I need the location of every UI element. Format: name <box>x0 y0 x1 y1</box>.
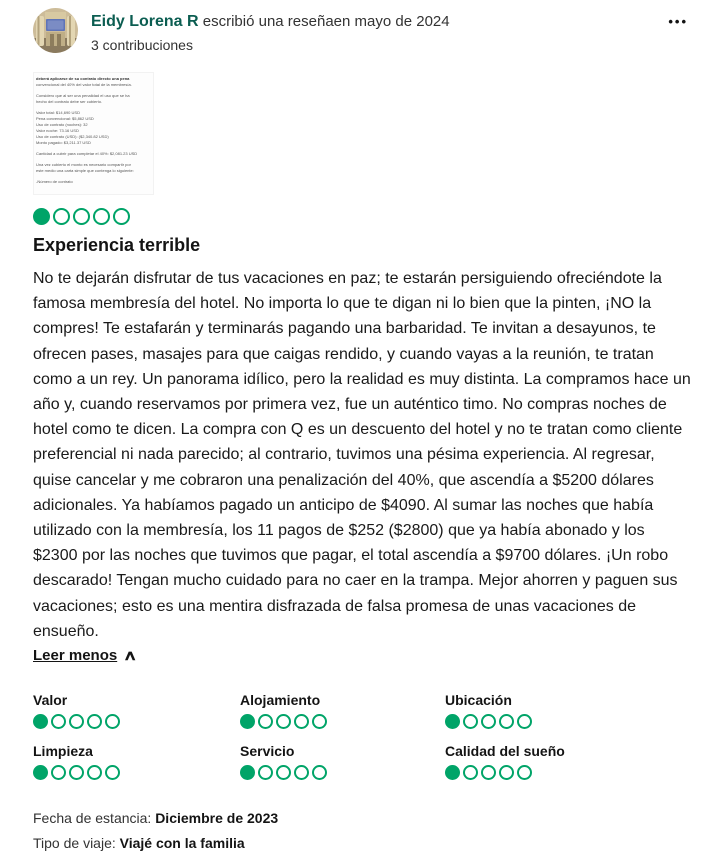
thumbnail-text-line: Una vez cubierto el monto es necesario compartir por <box>36 162 131 167</box>
bubble-empty <box>51 765 66 780</box>
thumbnail-text-line: este medio una carta simple que contenga lo siguiente: <box>36 168 134 173</box>
bubble-empty <box>294 714 309 729</box>
reviewer-name[interactable]: Eidy Lorena R <box>91 13 199 30</box>
subrating-bubbles <box>240 714 445 729</box>
bubble-empty <box>481 765 496 780</box>
bubble-filled <box>240 714 255 729</box>
subrating-label: Calidad del sueño <box>445 743 565 760</box>
subrating-label: Alojamiento <box>240 692 321 709</box>
subrating-bubbles <box>33 765 240 780</box>
detail-line <box>33 806 690 831</box>
subrating-limpieza <box>33 743 240 780</box>
read-less-link[interactable] <box>33 647 138 665</box>
bubble-empty <box>276 714 291 729</box>
thumbnail-text-line: Considero que al ser una penalidad el uso que se ha <box>36 93 130 98</box>
bubble-empty <box>105 765 120 780</box>
bubble-empty <box>73 208 90 225</box>
thumbnail-text-line: convencional del 40% del valor total de la membresía. <box>36 82 132 87</box>
bubble-empty <box>53 208 70 225</box>
subrating-bubbles <box>445 714 690 729</box>
bubble-empty <box>463 765 478 780</box>
thumbnail-text-line: -Número de contrato <box>36 179 73 184</box>
bubble-empty <box>87 765 102 780</box>
detail-line <box>33 831 690 856</box>
chevron-up-icon: ∧ <box>123 647 138 664</box>
subrating-label: Limpieza <box>33 743 93 760</box>
subrating-valor <box>33 692 240 729</box>
ellipsis-menu-icon[interactable]: ••• <box>668 14 688 29</box>
bubble-filled <box>33 765 48 780</box>
subrating-label: Valor <box>33 692 68 709</box>
bubble-empty <box>69 714 84 729</box>
subrating-ubicaci-n <box>445 692 690 729</box>
thumbnail-text-line: deberá aplicarse de su contrato directo una pena <box>36 76 130 81</box>
bubble-empty <box>87 714 102 729</box>
review-body-text: No te dejarán disfrutar de tus vacaciones en paz; te estarán persiguiendo ofreciéndote la famosa membresía del hotel. No importa lo que te digan ni lo bien que la pinten, ¡NO la compres! Te estafarán y terminarás pagando una barbaridad. Te invitan a desayunos, te ofrecen pases, masajes para que caigas rendido, y cuando vayas a la reunión, te tratan como a un rey. Un panorama idílico, pero la realidad es muy distinta. La compramos hace un año y, cuando reservamos por primera vez, fue un auténtico timo. No compras noches de hotel como te dicen. La compra con Q es un descuento del hotel y no te tratan como cliente preferencial ni nada parecido; al contrario, tuvimos una pésima experiencia. Al regresar, quise cancelar y me cobraron una penalización del 40%, que ascendía a $5200 dólares adicionales. Ya habíamos pagado un anticipo de $4090. Al sumar las noches que había utilizado con la membresía, los 11 pagos de $252 ($2800) que ya había abonado y los $2300 por las noches que tuvimos que pagar, el total ascendía a $9700 dólares. ¡Un robo descarado! Tengan mucho cuidado para no caer en la trampa. Mejor ahorren y paguen sus vacaciones; esto es una mentira disfrazada de falsa promesa de unas vacaciones de ensueño. <box>33 270 691 640</box>
subrating-bubbles <box>240 765 445 780</box>
bubble-empty <box>69 765 84 780</box>
thumbnail-text-line: Valor total: $14,690 USD <box>36 110 80 115</box>
review-details <box>33 806 690 856</box>
thumbnail-text-line: hecho del contrato debe ser cubierto. <box>36 99 103 104</box>
bubble-filled <box>240 765 255 780</box>
review-header <box>33 8 690 53</box>
bubble-empty <box>517 714 532 729</box>
bubble-empty <box>517 765 532 780</box>
bubble-empty <box>258 765 273 780</box>
bubble-empty <box>258 714 273 729</box>
bubble-filled <box>445 714 460 729</box>
bubble-empty <box>481 714 496 729</box>
bubble-empty <box>276 765 291 780</box>
subrating-label: Ubicación <box>445 692 512 709</box>
bubble-empty <box>93 208 110 225</box>
review-byline <box>91 13 450 31</box>
header-info <box>91 8 450 53</box>
byline-action: escribió una reseñaen mayo de 2024 <box>202 13 450 30</box>
avatar[interactable] <box>33 8 78 53</box>
bubble-empty <box>499 714 514 729</box>
thumbnail-text-line: Cantidad a cubrir para completar el 40%: $2,081.23 USD <box>36 151 138 156</box>
contribution-count: 3 contribuciones <box>91 37 193 53</box>
bubble-filled <box>33 714 48 729</box>
subrating-bubbles <box>445 765 690 780</box>
bubble-empty <box>312 765 327 780</box>
bubble-empty <box>294 765 309 780</box>
review-title: Experiencia terrible <box>33 235 201 255</box>
bubble-empty <box>51 714 66 729</box>
bubble-filled <box>445 765 460 780</box>
review-photo-thumbnail[interactable] <box>33 72 154 195</box>
bubble-filled <box>33 208 50 225</box>
bubble-empty <box>113 208 130 225</box>
avatar-image <box>33 8 78 53</box>
bubble-empty <box>105 714 120 729</box>
thumbnail-text-line: Pena convencional: $5,862 USD <box>36 116 94 121</box>
subrating-servicio <box>240 743 445 780</box>
overall-rating-bubbles <box>33 208 690 225</box>
thumbnail-text-line: Uso de contrato (noches): 32 <box>36 122 88 127</box>
thumbnail-text-line: Monto pagado: $3,211.37 USD <box>36 140 91 145</box>
bubble-empty <box>499 765 514 780</box>
detail-label: Tipo de viaje: <box>33 835 120 852</box>
bubble-empty <box>312 714 327 729</box>
detail-label: Fecha de estancia: <box>33 810 156 827</box>
thumbnail-text-line: Valor noche: 73.16 USD <box>36 128 79 133</box>
detail-value: Diciembre de 2023 <box>155 810 279 827</box>
thumbnail-text-line: Uso de contrato (USD): ($2,340.82 USD) <box>36 134 109 139</box>
detail-value: Viajé con la familia <box>119 835 245 852</box>
subrating-label: Servicio <box>240 743 295 760</box>
bubble-empty <box>463 714 478 729</box>
read-less-label: Leer menos <box>33 647 118 665</box>
subratings-grid <box>33 692 690 780</box>
subrating-calidad-del-sue-o <box>445 743 690 780</box>
subrating-bubbles <box>33 714 240 729</box>
subrating-alojamiento <box>240 692 445 729</box>
